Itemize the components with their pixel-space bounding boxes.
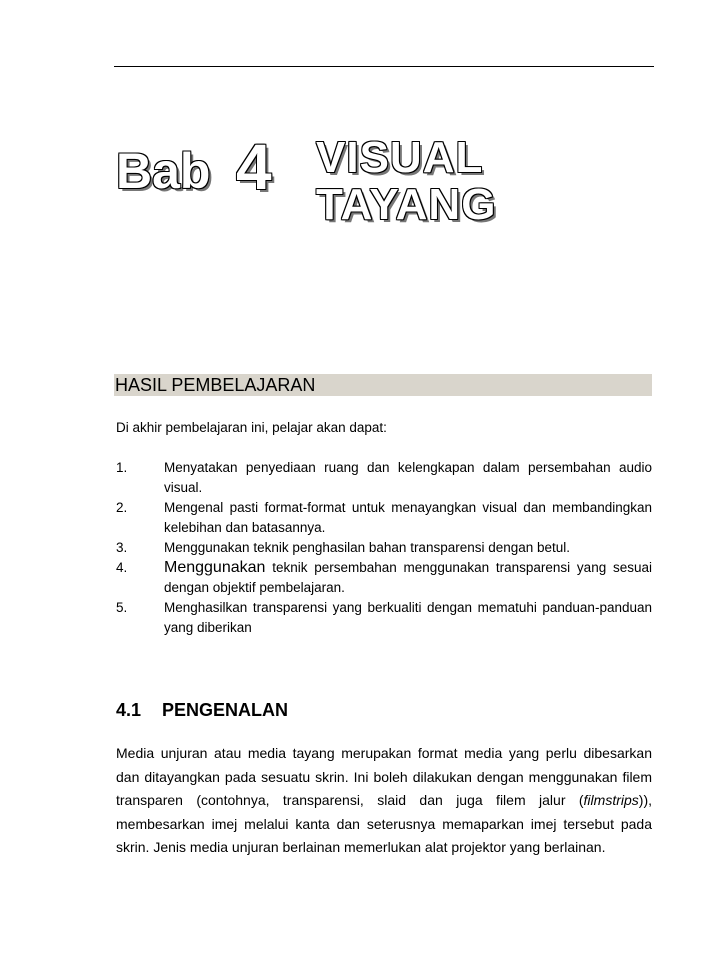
outcome-text: Menyatakan penyediaan ruang dan kelengkapan dalam persembahan audio visual.	[164, 460, 652, 495]
outcomes-list	[116, 458, 652, 638]
outcome-number: 4.	[116, 560, 128, 575]
outcome-text: Menghasilkan transparensi yang berkualiti dengan mematuhi panduan-panduan yang diberikan	[164, 600, 652, 635]
outcome-number: 2.	[116, 500, 128, 515]
outcome-text: Menggunakan teknik penghasilan bahan transparensi dengan betul.	[164, 540, 571, 555]
section-heading	[116, 700, 288, 721]
outcome-lead-word: Menggunakan	[164, 559, 266, 576]
paragraph-italic-term: filmstrips	[583, 792, 639, 808]
outcome-item	[116, 538, 652, 558]
section-title: PENGENALAN	[162, 700, 289, 720]
outcome-text: Mengenal pasti format-format untuk menayangkan visual dan membandingkan kelebihan dan batasannya.	[164, 500, 652, 535]
outcome-number: 1.	[116, 460, 128, 475]
chapter-title	[316, 134, 496, 228]
paragraph-text: Media unjuran atau media tayang merupakan format media yang perlu dibesarkan dan ditayangkan pada sesuatu skrin. Ini boleh dilakukan dengan menggunakan filem transparen (contohnya, transparensi, slaid dan juga filem jalur (	[116, 745, 652, 808]
outcome-item	[116, 598, 652, 638]
outcomes-intro: Di akhir pembelajaran ini, pelajar akan dapat:	[116, 420, 387, 435]
outcome-text: teknik persembahan menggunakan transparensi yang sesuai dengan objektif pembelajaran.	[164, 560, 652, 595]
outcome-number: 3.	[116, 540, 128, 555]
top-rule	[114, 66, 654, 67]
chapter-title-line2: TAYANG	[316, 180, 497, 229]
outcome-number: 5.	[116, 600, 128, 615]
section-number: 4.1	[116, 700, 142, 720]
chapter-title-line1: VISUAL	[316, 133, 484, 182]
chapter-label: Bab	[116, 143, 211, 199]
outcome-item	[116, 458, 652, 498]
outcome-text-wrapper	[164, 558, 652, 598]
chapter-number: 4	[236, 131, 272, 203]
outcomes-header: HASIL PEMBELAJARAN	[114, 374, 652, 396]
outcome-item	[116, 558, 652, 598]
paragraph-text: )), membesarkan imej melalui kanta dan seterusnya memaparkan imej tersebut pada skrin. Jenis media unjuran berlainan memerlukan alat projektor yang berlainan.	[116, 792, 652, 855]
intro-paragraph	[116, 742, 652, 860]
outcome-item	[116, 498, 652, 538]
